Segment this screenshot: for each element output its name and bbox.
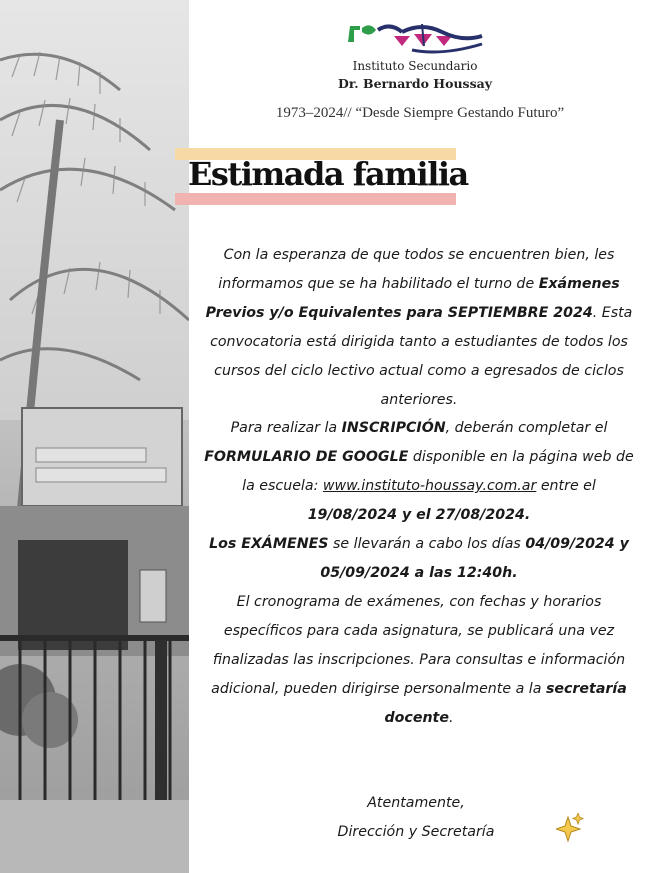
body-text: . (448, 709, 454, 726)
school-name-line1: Instituto Secundario (352, 59, 478, 73)
heading-highlight-pink (175, 193, 456, 205)
signature-sender: Dirección y Secretaría (337, 824, 495, 840)
sparkles-icon (556, 813, 584, 843)
signature-closing: Atentamente, (367, 795, 465, 811)
school-building-photo (0, 0, 189, 873)
body-emphasis: Los EXÁMENES (209, 536, 329, 553)
body-text: Con la esperanza de que todos se encuentren bien, les informamos que se ha habilitado el turno de (218, 247, 615, 292)
body-text: Para realizar la (230, 420, 342, 437)
body-text: El cronograma de exámenes, con fechas y horarios específicos para cada asignatura, se publicará una vez finalizadas las inscripciones. Para consultas e información adicional, pueden dirigirse personalmente a la (211, 593, 626, 697)
body-emphasis: INSCRIPCIÓN (341, 420, 446, 437)
body-text: . Esta convocatoria está dirigida tanto a estudiantes de todos los cursos del ciclo lectivo actual como a egresados de ciclos anteriores. (210, 304, 633, 408)
signature (300, 789, 532, 847)
school-logo-icon (342, 20, 492, 60)
body-emphasis: 19/08/2024 y el 27/08/2024. (307, 507, 531, 524)
school-name-line2: Dr. Bernardo Houssay (338, 76, 492, 91)
body-emphasis: Exámenes Previos y/o Equivalentes para SEPTIEMBRE 2024 (205, 275, 620, 321)
body-emphasis: 04/09/2024 y 05/09/2024 a las 12:40h. (320, 536, 629, 581)
school-motto: 1973–2024// “Desde Siempre Gestando Futuro” (275, 105, 565, 121)
body-text: disponible en la página web de la escuela: (242, 449, 634, 495)
page-title: Estimada familia (188, 155, 468, 193)
body-text: se llevarán a cabo los días (328, 536, 526, 553)
school-website-link[interactable]: www.instituto-houssay.com.ar (322, 478, 537, 495)
body-emphasis: FORMULARIO DE GOOGLE (204, 449, 409, 466)
body-emphasis: secretaría docente (384, 680, 627, 726)
letter-body (196, 241, 642, 732)
body-text: entre el (536, 478, 596, 495)
body-text: , deberán completar el (445, 420, 608, 437)
